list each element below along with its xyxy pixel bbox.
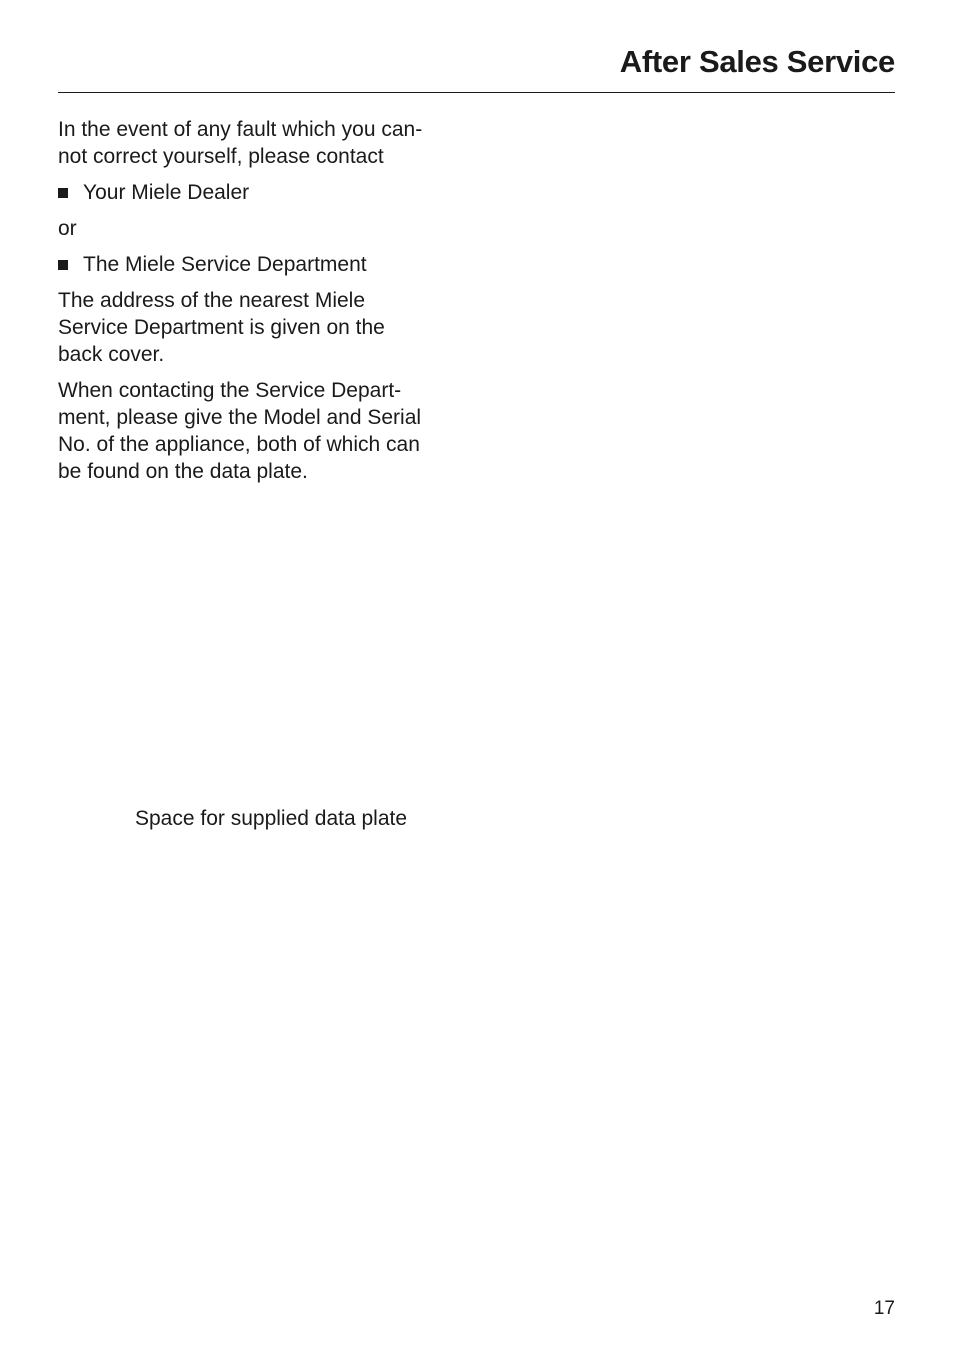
intro-paragraph: In the event of any fault which you can- not correct yourself, please contact — [58, 118, 423, 168]
header-divider — [58, 92, 895, 93]
list-item-label: The Miele Service Department — [83, 253, 367, 276]
square-bullet-icon — [58, 188, 68, 198]
address-paragraph: The address of the nearest Miele Service Department is given on the back cover. — [58, 289, 385, 366]
contact-paragraph: When contacting the Service Depart- ment, please give the Model and Serial No. of the appliance, both of which can be found on the data plate. — [58, 379, 422, 483]
main-content — [58, 116, 468, 494]
list-item-service-department — [58, 251, 468, 278]
page-number: 17 — [873, 1298, 895, 1319]
page-title: After Sales Service — [619, 44, 895, 79]
list-item-label: Your Miele Dealer — [83, 181, 250, 204]
or-text: or — [58, 217, 77, 240]
square-bullet-icon — [58, 260, 68, 270]
list-item-dealer — [58, 179, 468, 206]
data-plate-caption: Space for supplied data plate — [135, 807, 408, 830]
